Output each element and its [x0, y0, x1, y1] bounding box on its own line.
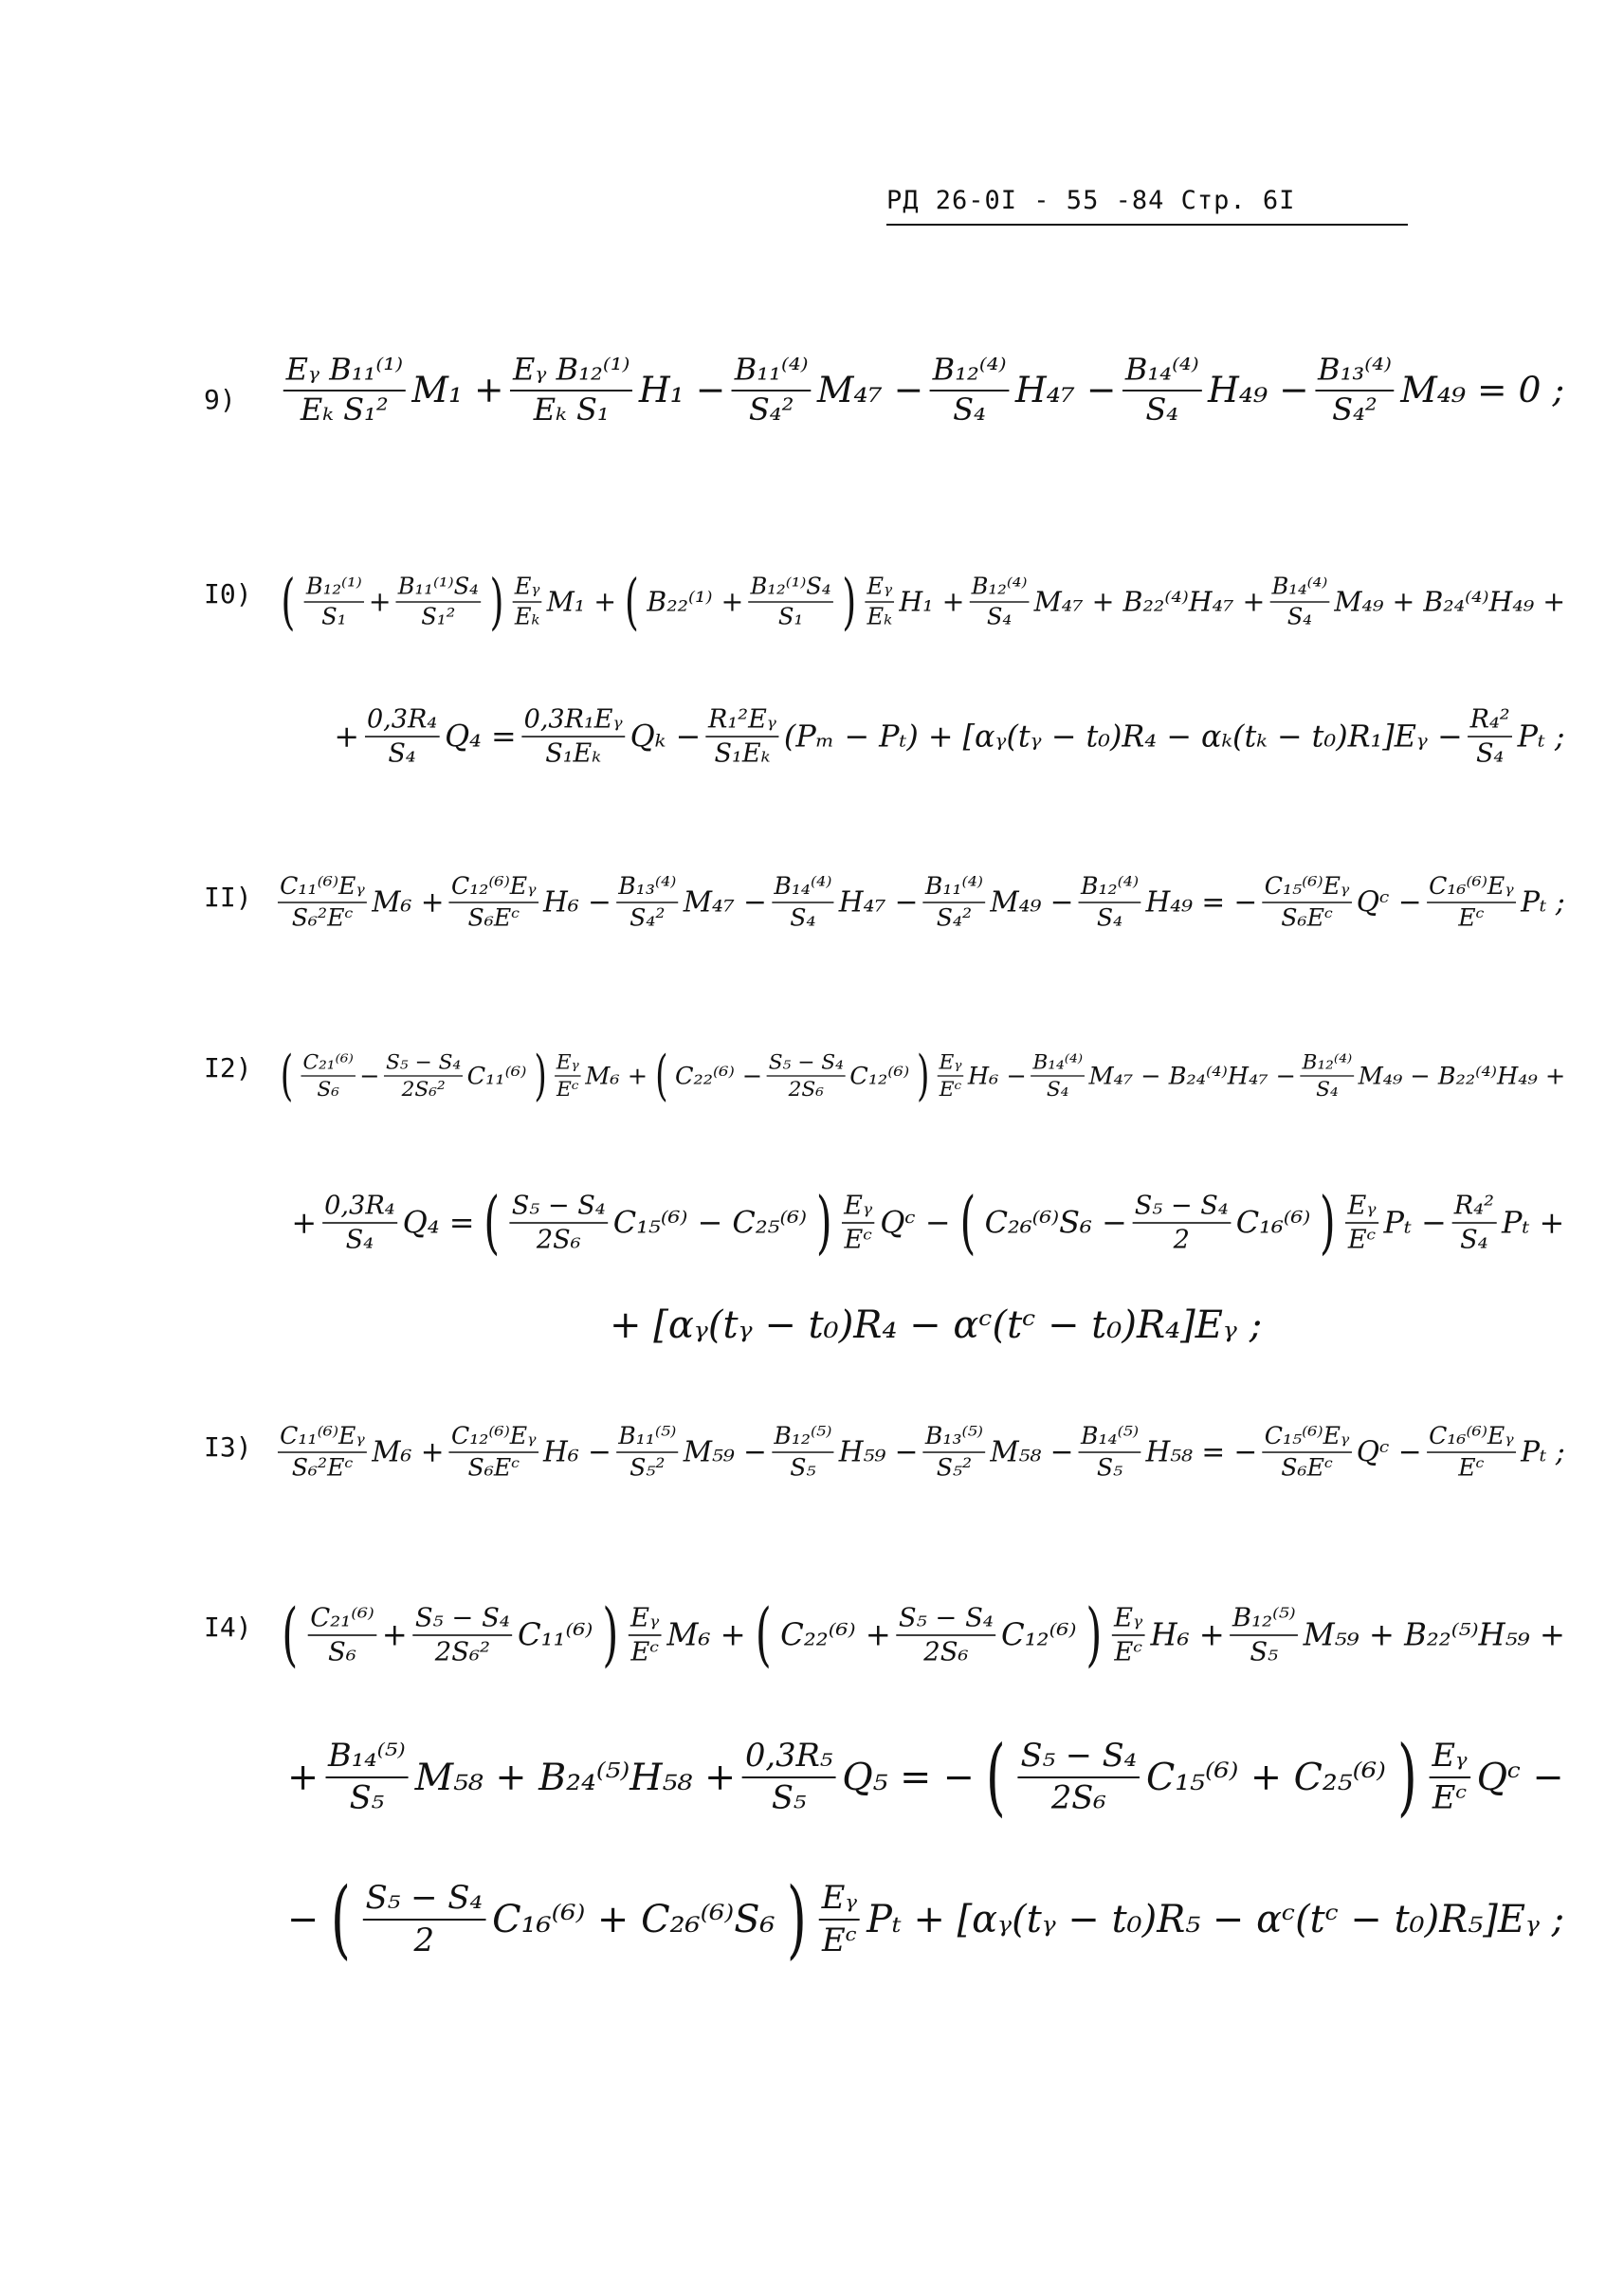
numerator: R₄² [1468, 705, 1512, 738]
fraction [1430, 1738, 1470, 1816]
numerator: B₁₃⁽⁴⁾ [616, 873, 679, 903]
numerator: C₁₆⁽⁶⁾Eᵧ [1427, 1423, 1516, 1453]
denominator: S₆²Eᶜ [291, 1453, 354, 1483]
denominator: Eₖ [514, 603, 540, 630]
numerator: 0,3R₄ [365, 705, 440, 738]
term: M₄₇ − [683, 886, 767, 920]
term: M₅₉ + B₂₂⁽⁵⁾H₅₉ + [1303, 1617, 1565, 1653]
fraction [449, 873, 538, 932]
fraction [1079, 873, 1141, 932]
denominator: S₆Eᶜ [467, 903, 520, 933]
fraction [629, 1603, 662, 1667]
term: M₆ + [585, 1062, 648, 1090]
numerator: R₄² [1451, 1191, 1496, 1223]
denominator: 2 [1173, 1224, 1190, 1255]
denominator: 2S₆² [434, 1636, 491, 1667]
denominator: S₄ [790, 903, 816, 933]
fraction [509, 1191, 608, 1254]
fraction [278, 873, 367, 932]
fraction [930, 353, 1009, 428]
denominator: Eᶜ [821, 1921, 857, 1959]
equation-line [275, 873, 1567, 932]
fraction [1269, 574, 1329, 630]
numerator: B₁₁⁽¹⁾S₄ [396, 574, 481, 603]
fraction [322, 1191, 397, 1254]
numerator: B₁₂⁽⁵⁾ [1231, 1603, 1298, 1636]
term: + [368, 586, 392, 618]
fraction [742, 1738, 835, 1816]
numerator: C₁₂⁽⁶⁾Eᵧ [449, 1423, 538, 1453]
term: C₁₅⁽⁶⁾ + C₂₅⁽⁶⁾ [1146, 1756, 1386, 1799]
denominator: S₄ [986, 603, 1013, 630]
fraction [365, 705, 440, 769]
numerator: S₅ − S₄ [384, 1050, 463, 1077]
equation-line [284, 1727, 1567, 1827]
parenthesis: ( [281, 566, 296, 638]
denominator: 2 [413, 1921, 435, 1959]
numerator: Eᵧ B₁₂⁽¹⁾ [510, 353, 632, 392]
numerator: C₁₆⁽⁶⁾Eᵧ [1427, 873, 1516, 903]
numerator: S₅ − S₄ [412, 1603, 512, 1636]
denominator: Eₖ S₁ [533, 392, 610, 428]
numerator: 0,3R₅ [742, 1738, 835, 1778]
denominator: S₅ [1096, 1453, 1123, 1483]
fraction [772, 873, 834, 932]
equation-line [275, 1044, 1567, 1108]
fraction [616, 873, 679, 932]
parenthesis: ( [624, 566, 639, 638]
term: M₆ + [666, 1617, 746, 1653]
denominator: S₅² [630, 1453, 666, 1483]
equation-line [284, 1869, 1567, 1969]
numerator: B₁₃⁽⁵⁾ [923, 1423, 986, 1453]
fraction [555, 1050, 581, 1102]
term: Qᶜ − [1356, 1436, 1422, 1469]
term: H₆ + [1150, 1617, 1225, 1653]
fraction [396, 574, 481, 630]
fraction [1079, 1423, 1141, 1482]
parenthesis: ) [602, 1594, 619, 1675]
parenthesis: ( [654, 1044, 668, 1108]
equation-line [289, 1182, 1567, 1263]
term: B₂₂⁽¹⁾ + [647, 586, 744, 618]
numerator: B₁₂⁽¹⁾ [304, 574, 364, 603]
fraction [449, 1423, 538, 1482]
numerator: Eᵧ [555, 1050, 581, 1077]
denominator: S₄² [748, 392, 794, 428]
numerator: S₅ − S₄ [1132, 1191, 1231, 1223]
parenthesis: ( [330, 1869, 351, 1969]
denominator: Eᶜ [630, 1636, 660, 1667]
denominator: S₄ [1316, 1077, 1339, 1102]
denominator: Eᶜ [1432, 1778, 1468, 1817]
numerator: Eᵧ [819, 1880, 861, 1921]
denominator: S₆ [328, 1636, 356, 1667]
fraction [1427, 873, 1516, 932]
denominator: 2S₆² [401, 1077, 446, 1102]
fraction [308, 1603, 376, 1667]
denominator: S₁ [321, 603, 347, 630]
term: Pₜ − [1383, 1205, 1447, 1241]
term: H₅₉ − [838, 1436, 919, 1469]
fraction [1345, 1191, 1378, 1254]
denominator: S₅ [790, 1453, 816, 1483]
numerator: Eᵧ B₁₁⁽¹⁾ [283, 353, 406, 392]
fraction [923, 873, 986, 932]
fraction [1132, 1191, 1231, 1254]
term: C₂₂⁽⁶⁾ + [780, 1617, 891, 1653]
denominator: Eᶜ [939, 1077, 962, 1102]
numerator: B₁₁⁽⁵⁾ [616, 1423, 679, 1453]
parenthesis: ( [755, 1594, 772, 1675]
fraction [412, 1603, 512, 1667]
numerator: C₂₁⁽⁶⁾ [308, 1603, 376, 1636]
fraction [510, 353, 632, 428]
numerator: Eᵧ [1345, 1191, 1378, 1223]
term: Qₖ − [630, 719, 702, 755]
equation-number: I2) [204, 1052, 252, 1084]
fraction [521, 705, 625, 769]
equation-number: I3) [204, 1431, 252, 1463]
equation-number: 9) [204, 384, 236, 415]
equation-number: I0) [204, 578, 252, 610]
numerator: S₅ − S₄ [767, 1050, 846, 1077]
numerator: B₁₃⁽⁴⁾ [1315, 353, 1394, 392]
page-header: РД 26-0I - 55 -84 Стр. 6I [886, 186, 1408, 226]
fraction [301, 1050, 356, 1102]
numerator: C₂₁⁽⁶⁾ [301, 1050, 356, 1077]
fraction [304, 574, 364, 630]
term: Q₄ = [445, 719, 517, 755]
numerator: B₁₄⁽⁵⁾ [325, 1738, 409, 1778]
denominator: S₆Eᶜ [1281, 903, 1333, 933]
denominator: S₁Eₖ [545, 738, 602, 769]
term: H₅₈ = − [1145, 1436, 1258, 1469]
term: M₁ + [411, 370, 504, 411]
numerator: C₁₂⁽⁶⁾Eᵧ [449, 873, 538, 903]
fraction [896, 1603, 995, 1667]
denominator: S₄ [1145, 392, 1179, 428]
term: M₄₇ − B₂₄⁽⁴⁾H₄₇ − [1088, 1062, 1297, 1090]
equation-line [275, 1594, 1567, 1675]
denominator: Eₖ S₁² [300, 392, 389, 428]
denominator: S₄ [1286, 603, 1313, 630]
term: Pₜ ; [1521, 1436, 1565, 1469]
numerator: S₅ − S₄ [509, 1191, 608, 1223]
fraction [938, 1050, 964, 1102]
numerator: B₁₁⁽⁴⁾ [732, 353, 811, 392]
equation-line [607, 1303, 1265, 1347]
numerator: S₅ − S₄ [896, 1603, 995, 1636]
denominator: 2S₆ [1050, 1778, 1106, 1817]
term: H₄₉ − [1208, 370, 1309, 411]
fraction [1122, 353, 1201, 428]
numerator: S₅ − S₄ [362, 1880, 485, 1921]
denominator: S₄² [936, 903, 973, 933]
denominator: S₅² [936, 1453, 973, 1483]
numerator: B₁₂⁽¹⁾S₄ [748, 574, 832, 603]
parenthesis: ) [489, 566, 504, 638]
equation-line [275, 1423, 1567, 1482]
numerator: S₅ − S₄ [1018, 1738, 1140, 1778]
term: C₁₁⁽⁶⁾ [517, 1617, 593, 1653]
term: Pₜ + [1502, 1205, 1565, 1241]
numerator: Eᵧ [1112, 1603, 1145, 1636]
fraction [1468, 705, 1512, 769]
term: C₁₂⁽⁶⁾ [849, 1062, 910, 1090]
numerator: B₁₁⁽⁴⁾ [923, 873, 986, 903]
term: M₅₈ − [990, 1436, 1074, 1469]
numerator: Eᵧ [842, 1191, 875, 1223]
fraction [278, 1423, 367, 1482]
term: Qᶜ − [1476, 1756, 1564, 1799]
denominator: S₄ [388, 738, 416, 769]
term: C₁₁⁽⁶⁾ [466, 1062, 527, 1090]
numerator: B₁₄⁽⁴⁾ [1031, 1050, 1085, 1077]
fraction [384, 1050, 463, 1102]
term: (Pₘ − Pₜ) + [αᵧ(tᵧ − t₀)R₄ − αₖ(tₖ − t₀)R₁]Eᵧ − [783, 719, 1463, 755]
term: M₄₇ + B₂₂⁽⁴⁾H₄₇ + [1033, 586, 1266, 618]
term: C₁₆⁽⁶⁾ [1235, 1205, 1311, 1241]
term: M₆ + [372, 886, 445, 920]
term: C₂₂⁽⁶⁾ − [674, 1062, 763, 1090]
equation-number: II) [204, 882, 252, 913]
fraction [865, 574, 894, 630]
denominator: Eᶜ [844, 1224, 872, 1255]
denominator: S₅ [1250, 1636, 1279, 1667]
denominator: S₄ [1475, 738, 1505, 769]
fraction [748, 574, 832, 630]
numerator: 0,3R₁Eᵧ [521, 705, 625, 738]
parenthesis: ) [815, 1182, 832, 1263]
denominator: 2S₆ [788, 1077, 824, 1102]
denominator: S₆ [317, 1077, 339, 1102]
fraction [1112, 1603, 1145, 1667]
denominator: Eᶜ [1458, 903, 1485, 933]
term: − [359, 1062, 380, 1090]
numerator: B₁₄⁽⁴⁾ [1122, 353, 1201, 392]
denominator: Eᶜ [1114, 1636, 1143, 1667]
denominator: S₄ [345, 1224, 374, 1255]
denominator: Eᶜ [557, 1077, 579, 1102]
denominator: S₆Eᶜ [467, 1453, 520, 1483]
term: + [286, 1756, 319, 1799]
numerator: Eᵧ [938, 1050, 964, 1077]
numerator: C₁₁⁽⁶⁾Eᵧ [278, 873, 367, 903]
term: H₁ − [638, 370, 726, 411]
numerator: B₁₄⁽⁴⁾ [1269, 574, 1329, 603]
numerator: B₁₄⁽⁴⁾ [772, 873, 834, 903]
term: C₁₆⁽⁶⁾ + C₂₆⁽⁶⁾S₆ [492, 1898, 776, 1941]
term: H₆ − [967, 1062, 1027, 1090]
term: M₄₉ = 0 ; [1400, 370, 1565, 411]
fraction [706, 705, 779, 769]
numerator: B₁₂⁽⁴⁾ [970, 574, 1030, 603]
term: H₄₉ = − [1145, 886, 1258, 920]
parenthesis: ( [280, 1044, 294, 1108]
term: Qᶜ − [1356, 886, 1422, 920]
term: M₁ + [546, 586, 617, 618]
fraction [283, 353, 406, 428]
numerator: C₁₅⁽⁶⁾Eᵧ [1263, 873, 1352, 903]
term: + [291, 1205, 318, 1241]
fraction [970, 574, 1030, 630]
numerator: B₁₂⁽⁴⁾ [1079, 873, 1141, 903]
numerator: B₁₂⁽⁵⁾ [772, 1423, 834, 1453]
term: M₄₉ − [990, 886, 1074, 920]
term: Q₄ = [402, 1205, 475, 1241]
numerator: B₁₂⁽⁴⁾ [1301, 1050, 1355, 1077]
denominator: S₄ [1460, 1224, 1488, 1255]
equation-line [332, 705, 1567, 769]
fraction [325, 1738, 409, 1816]
denominator: S₁ [777, 603, 804, 630]
numerator: C₁₅⁽⁶⁾Eᵧ [1263, 1423, 1352, 1453]
denominator: S₄² [630, 903, 666, 933]
equation-number: I4) [204, 1612, 252, 1643]
denominator: S₄ [1096, 903, 1123, 933]
numerator: C₁₁⁽⁶⁾Eᵧ [278, 1423, 367, 1453]
term: C₂₆⁽⁶⁾S₆ − [984, 1205, 1127, 1241]
fraction [842, 1191, 875, 1254]
fraction [1263, 873, 1352, 932]
term: Qᶜ − [880, 1205, 951, 1241]
numerator: B₁₄⁽⁵⁾ [1079, 1423, 1141, 1453]
term: + [αᵧ(tᵧ − t₀)R₄ − αᶜ(tᶜ − t₀)R₄]Eᵧ ; [610, 1303, 1263, 1347]
denominator: S₁Eₖ [714, 738, 771, 769]
denominator: Eₖ [867, 603, 893, 630]
term: Pₜ ; [1521, 886, 1565, 920]
term: M₄₉ − B₂₂⁽⁴⁾H₄₉ + [1358, 1062, 1566, 1090]
fraction [1451, 1191, 1496, 1254]
equation-line [280, 353, 1567, 428]
fraction [513, 574, 542, 630]
denominator: 2S₆ [536, 1224, 581, 1255]
denominator: S₅ [771, 1778, 807, 1817]
term: Pₜ + [αᵧ(tᵧ − t₀)R₅ − αᶜ(tᶜ − t₀)R₅]Eᵧ ; [867, 1898, 1565, 1941]
term: + [381, 1617, 408, 1653]
term: + [334, 719, 360, 755]
numerator: B₁₂⁽⁴⁾ [930, 353, 1009, 392]
parenthesis: ) [916, 1044, 930, 1108]
denominator: S₅ [349, 1778, 385, 1817]
fraction [1315, 353, 1394, 428]
fraction [732, 353, 811, 428]
denominator: S₄² [1332, 392, 1378, 428]
parenthesis: ) [1086, 1594, 1103, 1675]
term: H₆ − [543, 1436, 611, 1469]
equation-line [275, 566, 1567, 638]
fraction [772, 1423, 834, 1482]
numerator: Eᵧ [865, 574, 894, 603]
term: Pₜ ; [1517, 719, 1565, 755]
fraction [616, 1423, 679, 1482]
term: M₅₈ + B₂₄⁽⁵⁾H₅₈ + [414, 1756, 737, 1799]
numerator: Eᵧ [1430, 1738, 1470, 1778]
term: H₄₇ − [838, 886, 919, 920]
term: − [286, 1898, 319, 1941]
fraction [362, 1880, 485, 1959]
parenthesis: ( [484, 1182, 500, 1263]
denominator: S₄ [953, 392, 986, 428]
denominator: Eᶜ [1347, 1224, 1377, 1255]
fraction [923, 1423, 986, 1482]
denominator: S₆²Eᶜ [291, 903, 354, 933]
fraction [1301, 1050, 1355, 1102]
term: C₁₅⁽⁶⁾ − C₂₅⁽⁶⁾ [612, 1205, 807, 1241]
denominator: Eᶜ [1458, 1453, 1485, 1483]
fraction [1018, 1738, 1140, 1816]
fraction [819, 1880, 861, 1959]
parenthesis: ( [985, 1727, 1006, 1827]
numerator: Eᵧ [513, 574, 542, 603]
term: M₄₇ − [816, 370, 924, 411]
parenthesis: ) [841, 566, 857, 638]
fraction [1427, 1423, 1516, 1482]
denominator: 2S₆ [923, 1636, 969, 1667]
parenthesis: ) [534, 1044, 547, 1108]
parenthesis: ) [1319, 1182, 1336, 1263]
parenthesis: ) [1396, 1727, 1417, 1827]
fraction [1263, 1423, 1352, 1482]
term: C₁₂⁽⁶⁾ [1001, 1617, 1077, 1653]
denominator: S₆Eᶜ [1281, 1453, 1333, 1483]
term: M₅₉ − [683, 1436, 767, 1469]
parenthesis: ( [959, 1182, 976, 1263]
numerator: 0,3R₄ [322, 1191, 397, 1223]
parenthesis: ( [282, 1594, 299, 1675]
numerator: R₁²Eᵧ [706, 705, 779, 738]
term: H₆ − [543, 886, 611, 920]
fraction [1231, 1603, 1298, 1667]
parenthesis: ) [786, 1869, 807, 1969]
denominator: S₁² [421, 603, 456, 630]
term: H₁ + [899, 586, 965, 618]
term: M₄₉ + B₂₄⁽⁴⁾H₄₉ + [1334, 586, 1566, 618]
fraction [1031, 1050, 1085, 1102]
numerator: Eᵧ [629, 1603, 662, 1636]
term: M₆ + [372, 1436, 445, 1469]
fraction [767, 1050, 846, 1102]
denominator: S₄ [1046, 1077, 1069, 1102]
term: Q₅ = − [842, 1756, 975, 1799]
term: H₄₇ − [1014, 370, 1117, 411]
